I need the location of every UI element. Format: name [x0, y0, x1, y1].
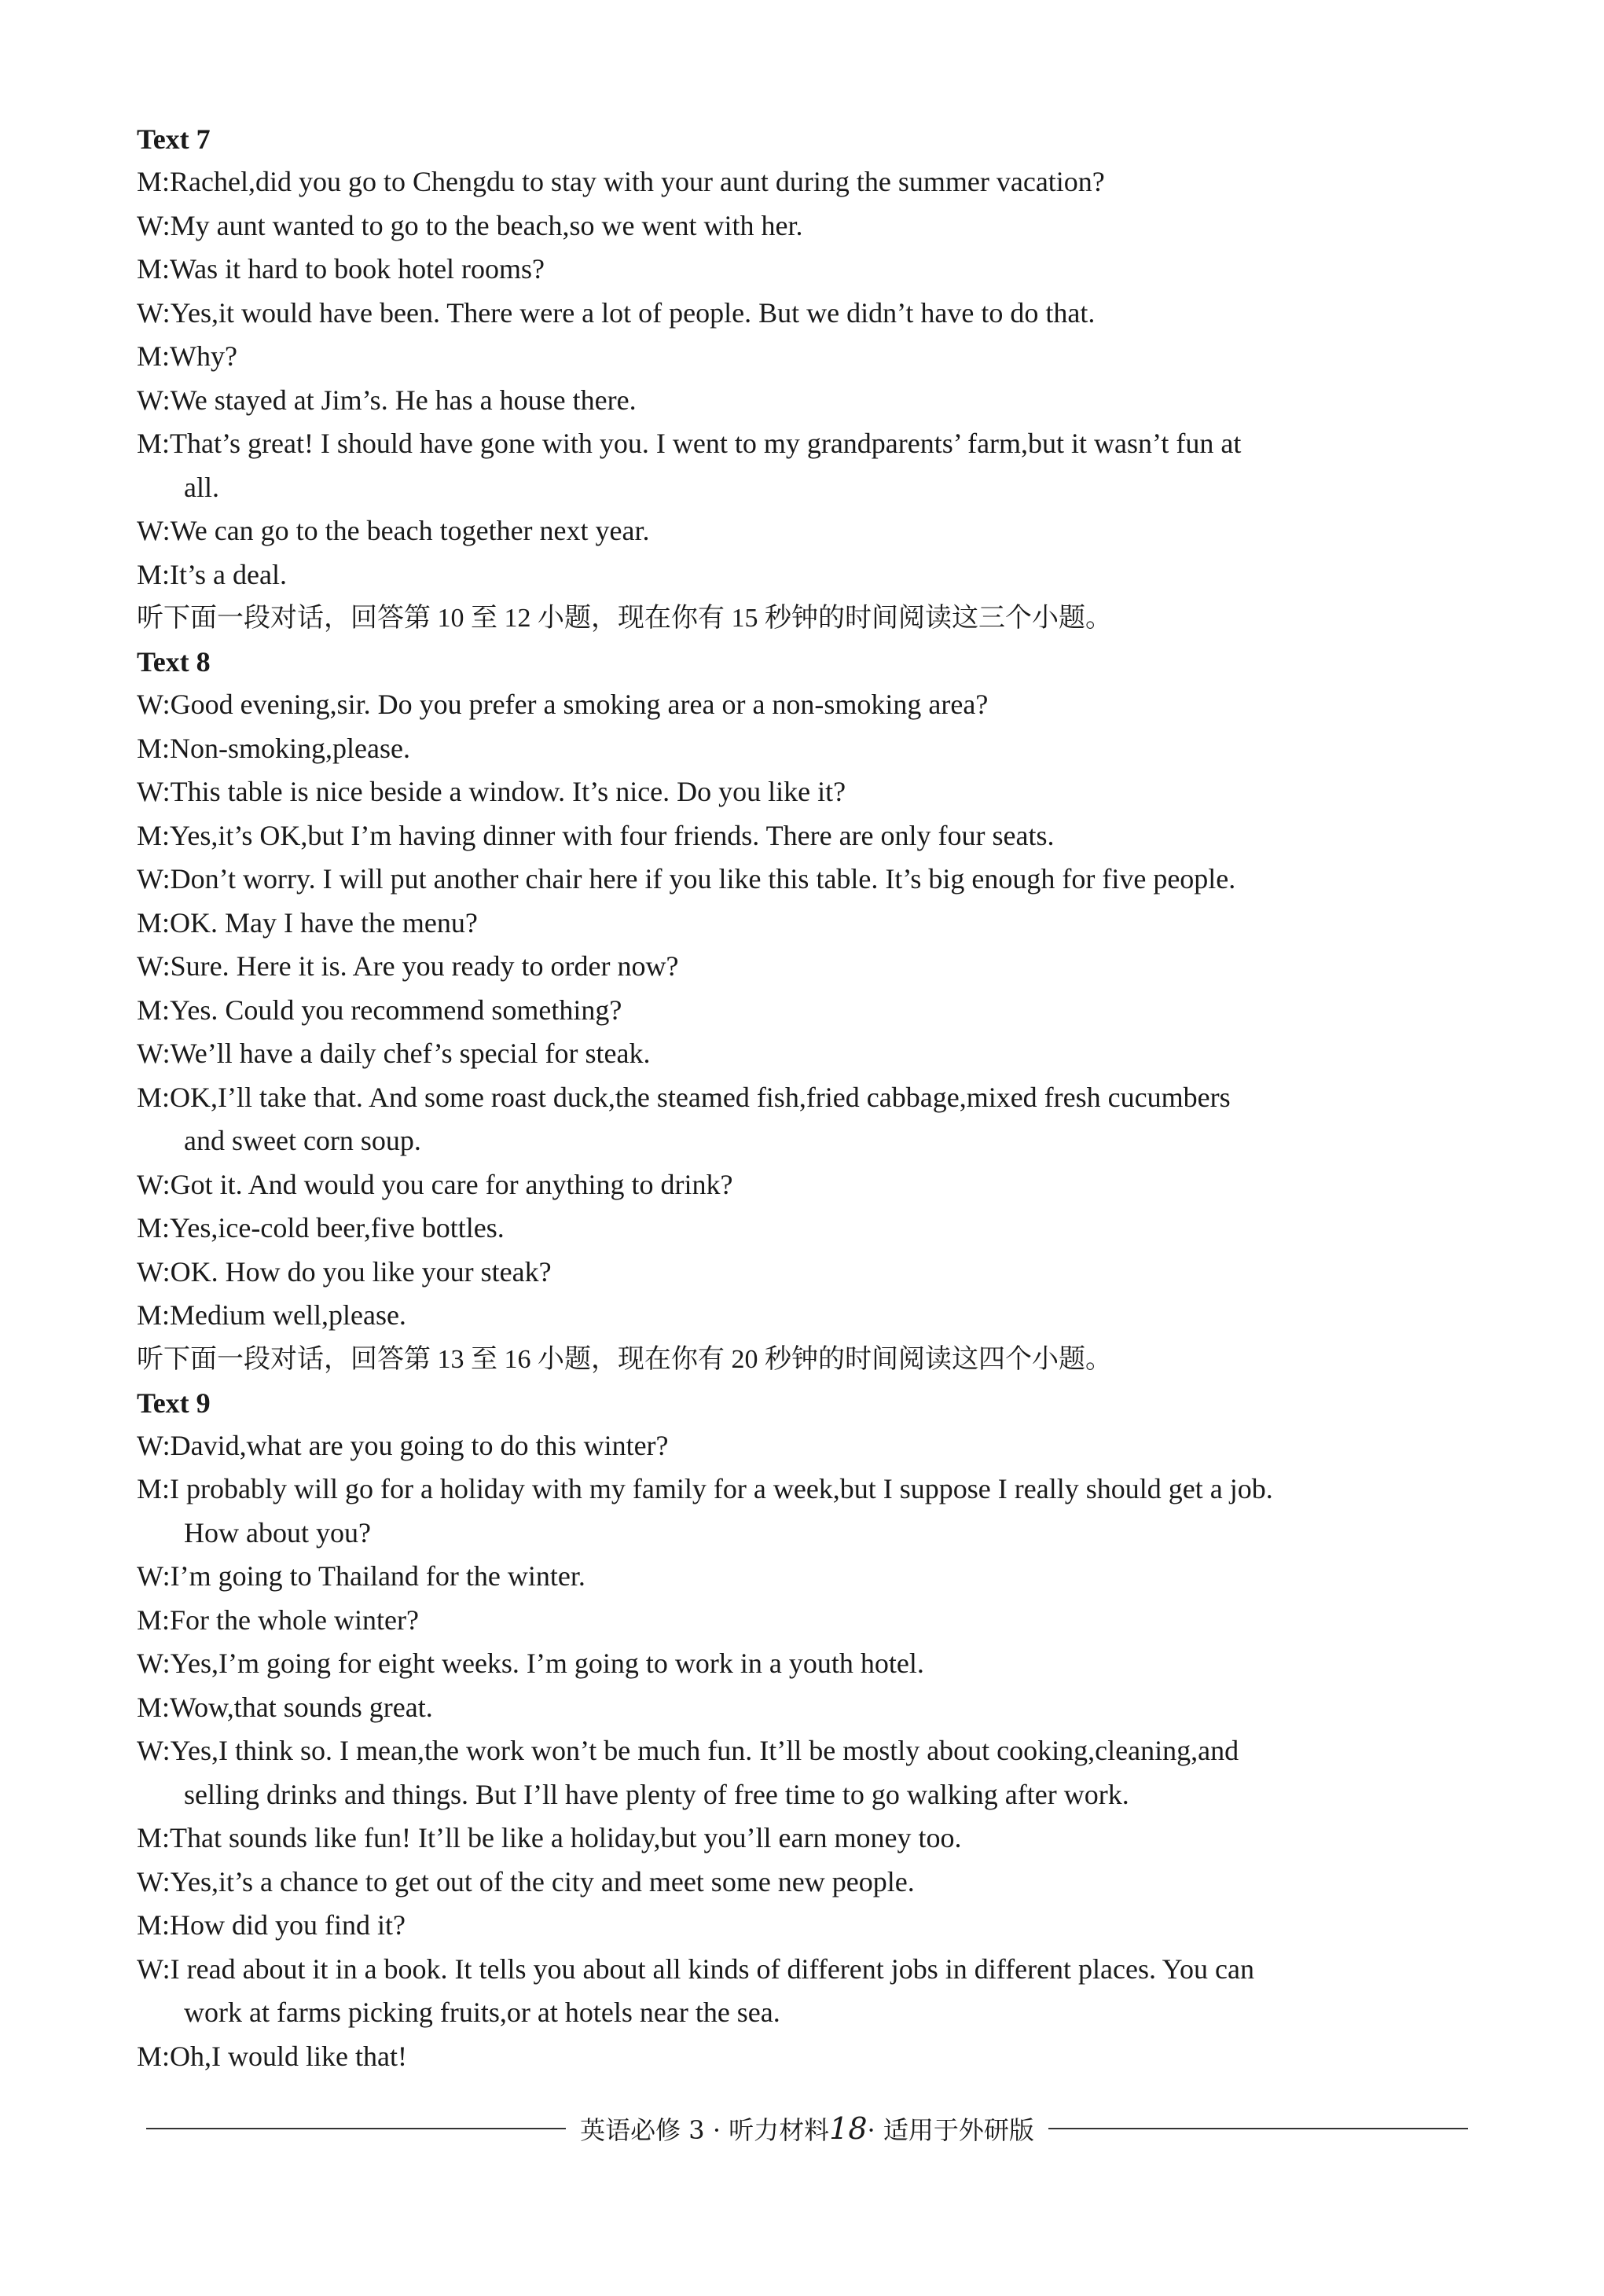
dialogue-line: W:Good evening,sir. Do you prefer a smoking area or a non-smoking area?: [137, 689, 989, 720]
dialogue-line: M:Non-smoking,please.: [137, 732, 410, 764]
footer-book-title: 英语必修 3 · 听力材料: [580, 2115, 830, 2145]
dialogue-line: M:Oh,I would like that!: [137, 2040, 407, 2072]
footer-text: [566, 2110, 1048, 2147]
dialogue-line: M:That’s great! I should have gone with you. I went to my grandparents’ farm,but it wasn’t fun at: [137, 428, 1242, 459]
dialogue-line: W:Yes,I’m going for eight weeks. I’m going to work in a youth hotel.: [137, 1648, 924, 1679]
page-footer: [146, 2105, 1468, 2152]
dialogue-line: W:I’m going to Thailand for the winter.: [137, 1560, 585, 1592]
dialogue-line: W:OK. How do you like your steak?: [137, 1255, 552, 1288]
section-heading: Text 8: [137, 646, 211, 678]
dialogue-line: all.: [184, 471, 219, 503]
footer-rule-right: [1048, 2128, 1468, 2129]
dialogue-line: M:Medium well,please.: [137, 1299, 406, 1331]
listening-instruction: 听下面一段对话，回答第 13 至 16 小题，现在你有 20 秒钟的时间阅读这四个小题。: [137, 1344, 1112, 1374]
dialogue-line: W:We stayed at Jim’s. He has a house there.: [137, 384, 637, 416]
dialogue-line: M:Why?: [137, 340, 237, 372]
dialogue-line: M:Yes,it’s OK,but I’m having dinner with four friends. There are only four seats.: [137, 819, 1055, 851]
dialogue-line: W:Yes,it would have been. There were a lot of people. But we didn’t have to do that.: [137, 296, 1096, 329]
dialogue-line: M:It’s a deal.: [137, 558, 287, 590]
footer-rule-left: [146, 2128, 566, 2129]
dialogue-line: M:How did you find it?: [137, 1909, 406, 1941]
dialogue-line: W:We can go to the beach together next year.: [137, 515, 650, 546]
dialogue-line: W:I read about it in a book. It tells you about all kinds of different jobs in different places. You can: [137, 1953, 1255, 1985]
dialogue-line: W:David,what are you going to do this winter?: [137, 1429, 669, 1461]
dialogue-line: M:I probably will go for a holiday with my family for a week,but I suppose I really should get a job.: [137, 1473, 1273, 1504]
dialogue-line: W:We’ll have a daily chef’s special for steak.: [137, 1038, 651, 1069]
dialogue-line: W:This table is nice beside a window. It’s nice. Do you like it?: [137, 776, 846, 807]
listening-instruction: 听下面一段对话，回答第 10 至 12 小题，现在你有 15 秒钟的时间阅读这三个小题。: [137, 604, 1112, 633]
dialogue-line: M:Yes,ice-cold beer,five bottles.: [137, 1212, 505, 1244]
listening-transcript: [137, 118, 1473, 2078]
dialogue-line: M:Rachel,did you go to Chengdu to stay with your aunt during the summer vacation?: [137, 166, 1105, 197]
dialogue-line: work at farms picking fruits,or at hotels near the sea.: [184, 1997, 780, 2028]
dialogue-line: M:Yes. Could you recommend something?: [137, 994, 622, 1026]
dialogue-line: M:For the whole winter?: [137, 1604, 419, 1636]
dialogue-line: How about you?: [184, 1516, 371, 1548]
dialogue-line: W:Yes,it’s a chance to get out of the city and meet some new people.: [137, 1865, 915, 1897]
dialogue-line: M:Wow,that sounds great.: [137, 1691, 433, 1723]
dialogue-line: M:Was it hard to book hotel rooms?: [137, 253, 545, 285]
section-heading: Text 9: [137, 1387, 211, 1419]
footer-edition: · 适用于外研版: [867, 2115, 1034, 2145]
transcript-section: [137, 1382, 1473, 2079]
dialogue-line: W:My aunt wanted to go to the beach,so we went with her.: [137, 209, 803, 241]
transcript-section: [137, 641, 1473, 1382]
dialogue-line: W:Got it. And would you care for anything to drink?: [137, 1168, 733, 1200]
dialogue-line: W:Don’t worry. I will put another chair here if you like this table. It’s big enough for five people.: [137, 863, 1236, 895]
dialogue-line: M:OK. May I have the menu?: [137, 906, 478, 939]
section-heading: Text 7: [137, 123, 211, 155]
footer-page-number: 18: [829, 2111, 868, 2146]
dialogue-line: selling drinks and things. But I’ll have plenty of free time to go walking after work.: [184, 1778, 1129, 1810]
dialogue-line: W:Sure. Here it is. Are you ready to order now?: [137, 950, 679, 982]
transcript-section: [137, 118, 1473, 641]
dialogue-line: W:Yes,I think so. I mean,the work won’t be much fun. It’ll be mostly about cooking,cleaning,and: [137, 1735, 1239, 1766]
dialogue-line: and sweet corn soup.: [184, 1125, 421, 1156]
dialogue-line: M:OK,I’ll take that. And some roast duck,the steamed fish,fried cabbage,mixed fresh cucumbers: [137, 1081, 1231, 1113]
dialogue-line: M:That sounds like fun! It’ll be like a holiday,but you’ll earn money too.: [137, 1822, 962, 1853]
